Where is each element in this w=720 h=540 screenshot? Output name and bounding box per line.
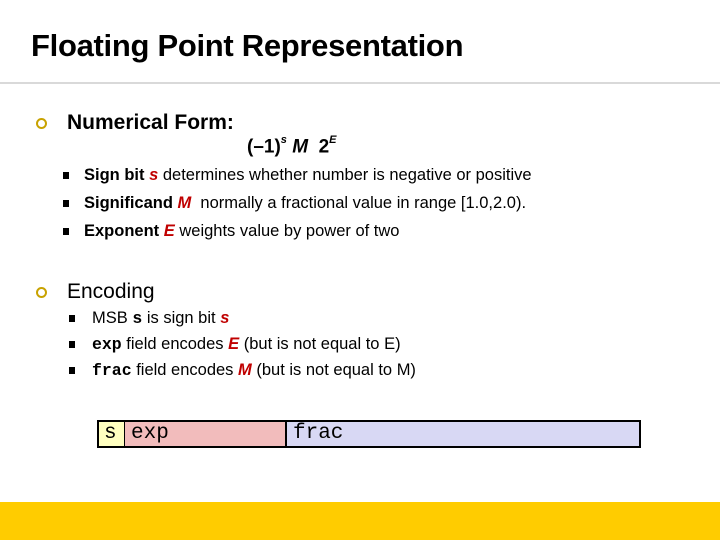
- bullet-square-icon: [63, 228, 69, 235]
- bullet-frac-field: frac field encodes M (but is not equal to M): [92, 361, 416, 380]
- formula-mantissa: M: [292, 136, 309, 158]
- field-frac: frac: [287, 422, 639, 446]
- formula-exponent: E: [329, 134, 337, 146]
- formula-open: (–1): [247, 136, 281, 158]
- encoding-heading: Encoding: [67, 280, 155, 303]
- bullet-square-icon: [63, 200, 69, 207]
- bullet-msb: MSB s is sign bit s: [92, 309, 230, 328]
- field-s: s: [99, 422, 125, 446]
- encoding-layout: [97, 420, 641, 448]
- bullet-sign-bit: Sign bit s determines whether number is negative or positive: [84, 166, 532, 184]
- bullet-square-icon: [69, 341, 75, 348]
- bullet-ring-icon: [36, 118, 47, 129]
- bullet-exponent: Exponent E weights value by power of two: [84, 222, 400, 240]
- bullet-significand: Significand M normally a fractional value in range [1.0,2.0).: [84, 194, 527, 212]
- numerical-form-heading: Numerical Form:: [67, 111, 234, 134]
- formula-sign-exponent: s: [280, 134, 287, 146]
- bullet-ring-icon: [36, 287, 47, 298]
- formula-base: 2: [318, 136, 330, 158]
- formula: [247, 136, 337, 158]
- field-exp: exp: [125, 422, 287, 446]
- bullet-exp-field: exp field encodes E (but is not equal to E): [92, 335, 401, 354]
- bullet-square-icon: [63, 172, 69, 179]
- slide-title: Floating Point Representation: [31, 28, 464, 63]
- title-divider: [0, 82, 720, 84]
- bullet-square-icon: [69, 315, 75, 322]
- footer-bar: [0, 502, 720, 540]
- bullet-square-icon: [69, 367, 75, 374]
